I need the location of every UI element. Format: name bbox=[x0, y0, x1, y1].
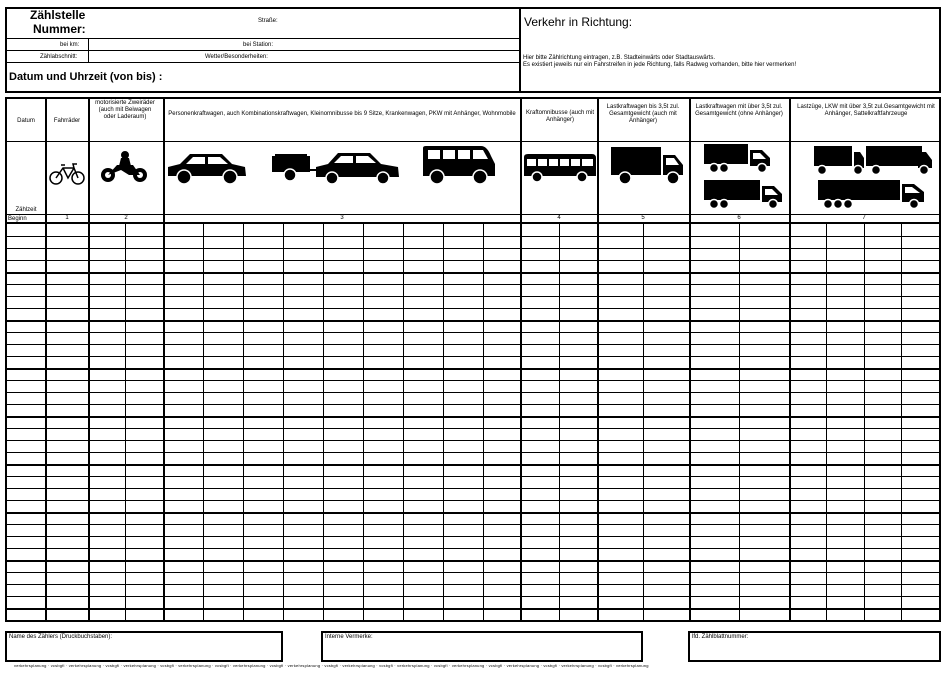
car-with-trailer-icon bbox=[270, 150, 402, 186]
subcolumn-divider bbox=[403, 222, 404, 622]
heavy-truck-icon bbox=[702, 178, 784, 210]
subcolumn-divider bbox=[363, 222, 364, 622]
zaehlabschnitt-label: Zählabschnitt: bbox=[40, 54, 78, 60]
table-row-line bbox=[5, 368, 941, 370]
nummer-label: Nummer: bbox=[33, 22, 86, 36]
truck-trailer-icon bbox=[816, 178, 928, 210]
watermark-strip: verkehrsplanung · vcsbgfi · verkehrsplanung · vcsbgfi · verkehrsplanung · vcsbgfi · verkehrsplanung · vcsbgfi · verkehrsplanung · vcsbgfi · verkehrsplanung · vcsbgfi · verkehrsplanung · vcsbgfi · verkehrsplanung · vcsbgfi · verkehrsplanung · vcsbgfi · verkehrsplanung · vcsbgfi · verkehrsplanung · vcsbgfi · verkehrsplanung bbox=[14, 663, 649, 668]
bicycle-icon bbox=[48, 162, 86, 186]
col-number-5: 5 bbox=[641, 215, 645, 221]
subcolumn-divider bbox=[643, 222, 644, 622]
column-divider bbox=[45, 97, 47, 622]
table-row-line bbox=[5, 236, 941, 237]
table-row-line bbox=[5, 608, 941, 610]
table-row-line bbox=[5, 500, 941, 501]
col-zaehlzeit-header: Zählzeit bbox=[15, 207, 37, 213]
motorcycle-icon bbox=[99, 150, 149, 184]
header-vdivider bbox=[88, 38, 89, 63]
table-row-line bbox=[5, 356, 941, 357]
table-row-line bbox=[5, 392, 941, 393]
col-motorisierte-header: motorisierte Zweiräder (auch mit Beiwagen oder Laderaum) bbox=[95, 100, 155, 120]
table-row-line bbox=[5, 284, 941, 285]
table-row-line bbox=[5, 380, 941, 381]
column-divider bbox=[88, 97, 90, 622]
header-divider-1 bbox=[5, 38, 521, 39]
subcolumn-divider bbox=[901, 222, 902, 622]
col-number-1: 1 bbox=[65, 215, 69, 221]
bei-station-label: bei Station: bbox=[243, 42, 274, 48]
van-icon bbox=[421, 144, 497, 186]
table-row-line bbox=[5, 440, 941, 441]
truck-trailer-icon bbox=[812, 144, 934, 176]
table-row-line bbox=[5, 536, 941, 537]
richtung-hinweis-1: Hier bitte Zählrichtung eintragen, z.B. Stadteinwärts oder Stadtauswärts. bbox=[523, 55, 716, 61]
col-number-6: 6 bbox=[737, 215, 741, 221]
subcolumn-divider bbox=[125, 222, 126, 622]
wetter-label: Wetter/Besonderheiten: bbox=[205, 54, 268, 60]
zaehlblattnummer-label: lfd. Zählblattnummer: bbox=[692, 634, 749, 640]
table-row-line bbox=[5, 344, 941, 345]
table-row-line bbox=[5, 476, 941, 477]
datum-uhrzeit-label: Datum und Uhrzeit (von bis) : bbox=[9, 71, 163, 83]
col-number-2: 2 bbox=[124, 215, 128, 221]
table-row-line bbox=[5, 488, 941, 489]
table-row-line bbox=[5, 584, 941, 585]
subcolumn-divider bbox=[243, 222, 244, 622]
col-number-7: 7 bbox=[862, 215, 866, 221]
table-row-line bbox=[5, 452, 941, 453]
column-divider bbox=[689, 97, 691, 622]
heavy-truck-icon bbox=[702, 142, 772, 174]
bus-icon bbox=[522, 152, 598, 184]
beikm-label: bei km: bbox=[60, 42, 80, 48]
col-number-3: 3 bbox=[340, 215, 344, 221]
column-divider bbox=[789, 97, 791, 622]
table-row-line bbox=[5, 548, 941, 549]
table-row-line bbox=[5, 416, 941, 418]
header-divider-2 bbox=[5, 50, 521, 51]
table-row-line bbox=[5, 296, 941, 297]
subcolumn-divider bbox=[323, 222, 324, 622]
table-row-line bbox=[5, 620, 941, 621]
header-divider-3 bbox=[5, 62, 521, 63]
col-lkw-ueber-header: Lastkraftwagen mit über 3,5t zul. Gesamtgewicht (ohne Anhänger) bbox=[695, 104, 783, 117]
col-lkw-bis-header: Lastkraftwagen bis 3,5t zul. Gesamtgewicht (auch mit Anhänger) bbox=[606, 104, 680, 124]
table-row-line bbox=[5, 572, 941, 573]
subcolumn-divider bbox=[739, 222, 740, 622]
table-row-line bbox=[5, 260, 941, 261]
col-pkw-header: Personenkraftwagen, auch Kombinationskraftwagen, Kleinomnibusse bis 9 Sitze, Krankenwagen, PKW mit Anhänger, Wohnmobile bbox=[168, 111, 516, 117]
number-row-bottom bbox=[5, 222, 941, 224]
table-row-line bbox=[5, 320, 941, 322]
table-row-line bbox=[5, 308, 941, 309]
col-number-4: 4 bbox=[557, 215, 561, 221]
table-row-line bbox=[5, 464, 941, 466]
table-row-line bbox=[5, 404, 941, 405]
column-divider bbox=[163, 97, 165, 622]
subcolumn-divider bbox=[559, 222, 560, 622]
zaehler-name-label: Name des Zählers (Druckbuchstaben): bbox=[9, 634, 113, 640]
car-icon bbox=[166, 150, 248, 186]
table-row-line bbox=[5, 248, 941, 249]
zaehlstelle-label: Zählstelle bbox=[30, 8, 86, 22]
verkehr-richtung-label: Verkehr in Richtung: bbox=[524, 15, 633, 29]
col-kraftomnibusse-header: Kraftomnibusse (auch mit Anhänger) bbox=[525, 110, 595, 123]
interne-vermerke-label: Interne Vermerke: bbox=[325, 634, 373, 640]
subcolumn-divider bbox=[443, 222, 444, 622]
subcolumn-divider bbox=[826, 222, 827, 622]
beginn-label: Beginn bbox=[8, 216, 27, 222]
light-truck-icon bbox=[609, 145, 685, 187]
table-row-line bbox=[5, 428, 941, 429]
subcolumn-divider bbox=[483, 222, 484, 622]
table-row-line bbox=[5, 596, 941, 597]
col-fahrraeder-header: Fahrräder bbox=[53, 118, 81, 124]
table-row-line bbox=[5, 332, 941, 333]
subcolumn-divider bbox=[283, 222, 284, 622]
subcolumn-divider bbox=[864, 222, 865, 622]
richtung-hinweis-2: Es existiert jeweils nur ein Fahrstreifen in jede Richtung, falls Radweg vorhanden, bitte hier vermerken! bbox=[523, 62, 797, 68]
table-row-line bbox=[5, 560, 941, 562]
table-row-line bbox=[5, 524, 941, 525]
col-lastzuege-header: Lastzüge, LKW mit über 3,5t zul.Gesamtgewicht mit Anhänger, Sattelkraftfahrzeuge bbox=[797, 104, 935, 117]
strasse-label: Straße: bbox=[258, 18, 278, 24]
subcolumn-divider bbox=[203, 222, 204, 622]
header-row-divider bbox=[5, 141, 941, 142]
table-row-line bbox=[5, 512, 941, 514]
col-datum-header: Datum bbox=[17, 118, 35, 124]
table-row-line bbox=[5, 272, 941, 274]
